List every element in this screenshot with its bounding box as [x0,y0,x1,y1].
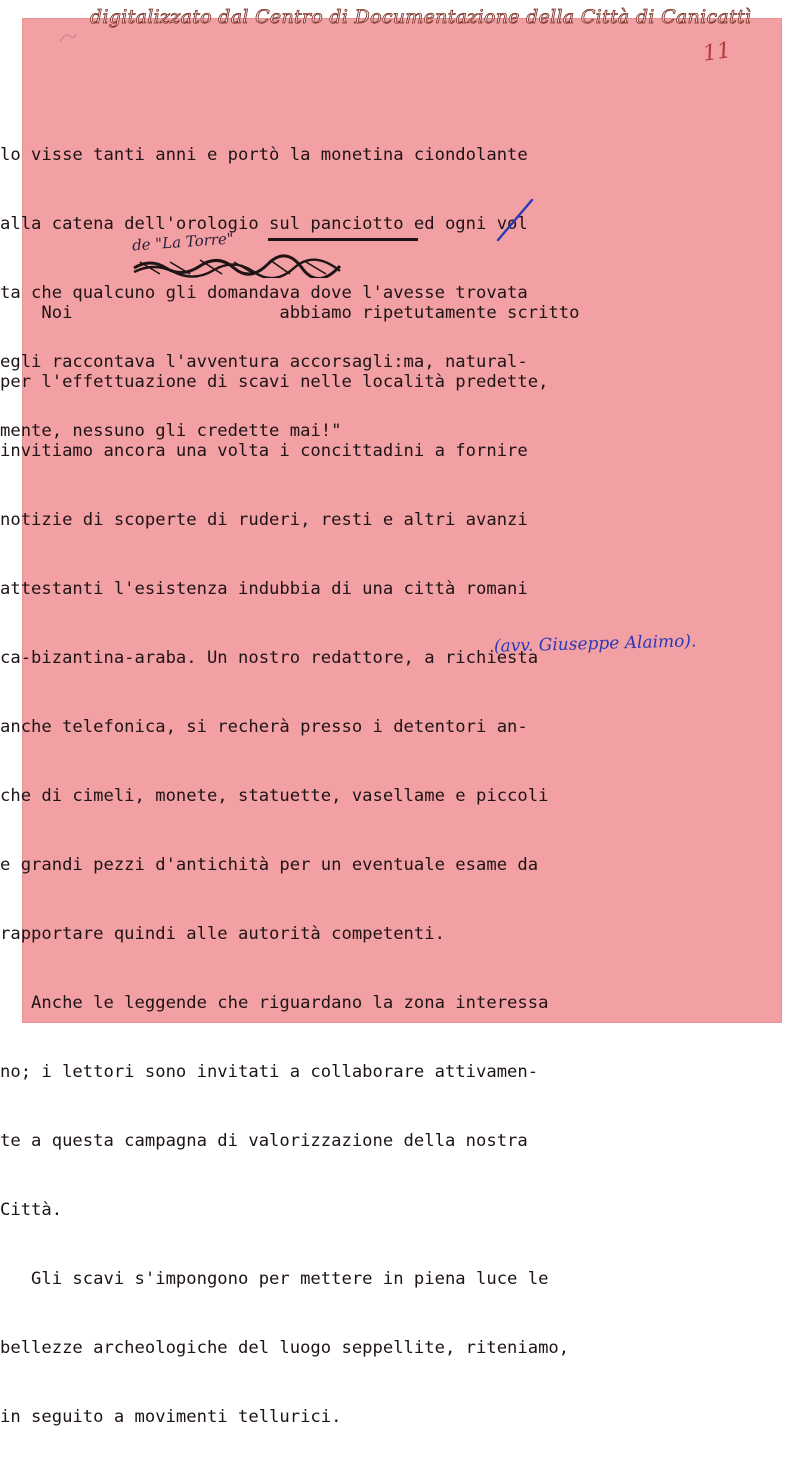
typed-paragraph-2 [0,256,800,1475]
typed-line: Gli scavi s'impongono per mettere in piena luce le [0,1269,549,1289]
typed-line: no; i lettori sono invitati a collaborare attivamen- [0,1062,539,1082]
typed-line: Città. [0,1200,63,1220]
typed-line: ta che qualcuno gli domandava dove l'avesse trovata [0,283,528,303]
typed-line: in seguito a movimenti tellurici. [0,1407,342,1427]
pen-stroke-mark [492,196,536,244]
typed-line: ca-bizantina-araba. Un nostro redattore, a richiesta [0,648,539,668]
typed-line: alla catena dell'orologio sul panciotto ed ogni vol [0,214,528,234]
typed-line: per l'effettuazione di scavi nelle località predette, [0,372,549,392]
typed-line: invitiamo ancora una volta i concittadini a fornire [0,441,528,461]
handwritten-insertion: de "La Torre" [131,229,235,255]
typed-line: bellezze archeologiche del luogo seppellite, riteniamo, [0,1338,570,1358]
typed-line: mente, nessuno gli credette mai!" [0,421,342,441]
typed-line: rapportare quindi alle autorità competenti. [0,924,445,944]
handwritten-signature: (avv. Giuseppe Alaimo). [493,631,697,657]
typed-line: Anche le leggende che riguardano la zona interessa [0,993,549,1013]
typed-line: te a questa campagna di valorizzazione della nostra [0,1131,528,1151]
handwritten-page-number: 11 [701,38,733,67]
typed-line: attestanti l'esistenza indubbia di una città romani [0,579,528,599]
struck-out-text [130,254,344,278]
typed-line: notizie di scoperte di ruderi, resti e altri avanzi [0,510,528,530]
typed-line: che di cimeli, monete, statuette, vasellame e piccoli [0,786,549,806]
digitization-banner: digitalizzato dal Centro di Documentazione della Città di Canicattì [90,6,752,28]
section-divider-rule [268,238,418,241]
typed-line: Noi abbiamo ripetutamente scritto [0,303,580,323]
paper-speck-mark [58,30,78,46]
typed-line: anche telefonica, si recherà presso i detentori an- [0,717,528,737]
typed-line: e grandi pezzi d'antichità per un eventuale esame da [0,855,539,875]
typed-line: egli raccontava l'avventura accorsagli:ma, natural- [0,352,528,372]
typed-line: lo visse tanti anni e portò la monetina ciondolante [0,145,528,165]
